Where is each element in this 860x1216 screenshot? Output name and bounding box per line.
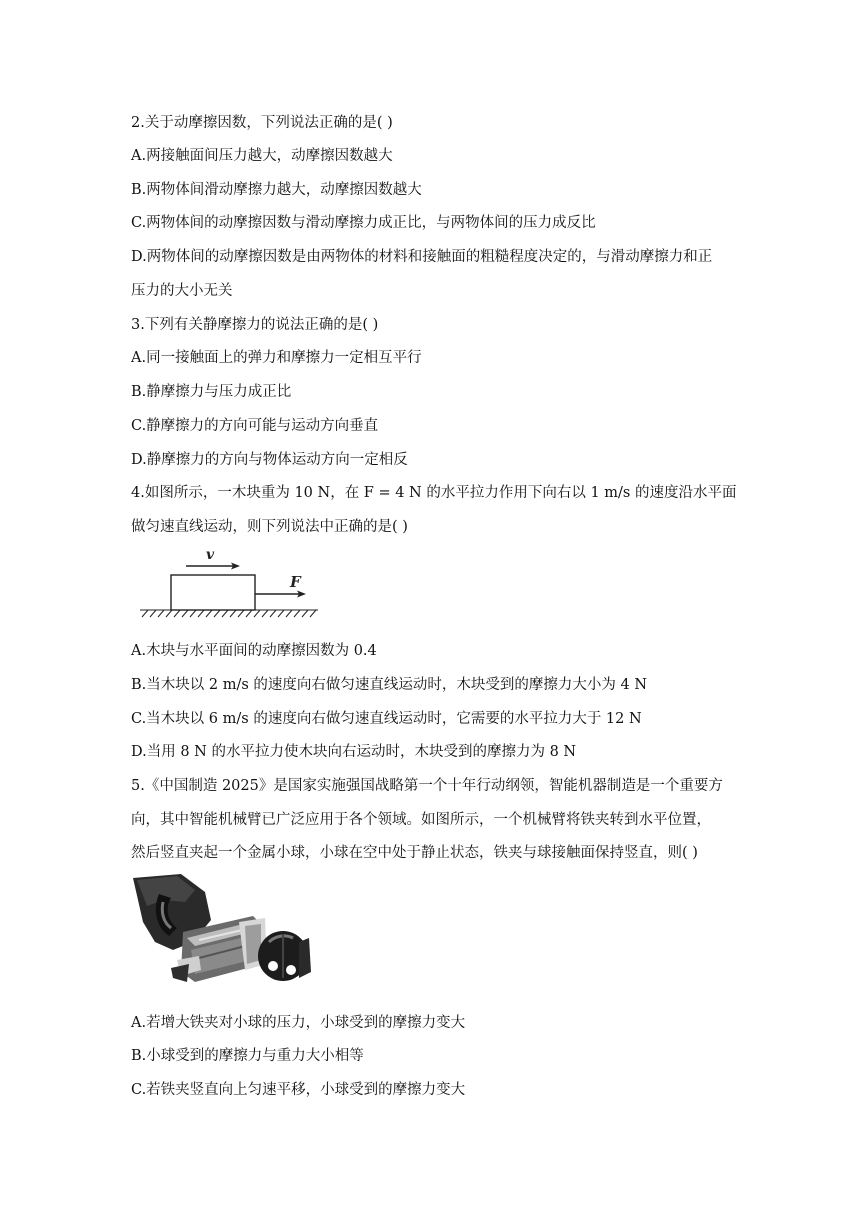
q3-option-d: D.静摩擦力的方向与物体运动方向一定相反 bbox=[131, 452, 408, 468]
force-label: F bbox=[290, 573, 301, 591]
q5-option-a: A.若增大铁夹对小球的压力，小球受到的摩擦力变大 bbox=[131, 1015, 466, 1031]
q2-option-d-line1: D.两物体间的动摩擦因数是由两物体的材料和接触面的粗糙程度决定的，与滑动摩擦力和正 bbox=[131, 249, 713, 265]
q5-stem-line3: 然后竖直夹起一个金属小球，小球在空中处于静止状态，铁夹与球接触面保持竖直，则( ) bbox=[131, 845, 698, 861]
q2-option-d-line2: 压力的大小无关 bbox=[131, 283, 233, 299]
robotic-arm-photo bbox=[133, 872, 313, 1002]
q2-option-a: A.两接触面间压力越大，动摩擦因数越大 bbox=[131, 148, 393, 164]
q3-option-b: B.静摩擦力与压力成正比 bbox=[131, 384, 292, 400]
q2-stem: 2.关于动摩擦因数，下列说法正确的是( ) bbox=[131, 115, 393, 131]
q3-stem: 3.下列有关静摩擦力的说法正确的是( ) bbox=[131, 317, 379, 333]
q5-option-b: B.小球受到的摩擦力与重力大小相等 bbox=[131, 1048, 364, 1064]
q2-option-c: C.两物体间的动摩擦因数与滑动摩擦力成正比，与两物体间的压力成反比 bbox=[131, 215, 596, 231]
q4-option-c: C.当木块以 6 m/s 的速度向右做匀速直线运动时，它需要的水平拉力大于 12 N bbox=[131, 711, 642, 727]
q4-option-a: A.木块与水平面间的动摩擦因数为 0.4 bbox=[131, 643, 377, 659]
force-arrow bbox=[255, 591, 306, 598]
q3-option-c: C.静摩擦力的方向可能与运动方向垂直 bbox=[131, 418, 379, 434]
wooden-block bbox=[171, 575, 255, 610]
q5-option-c: C.若铁夹竖直向上匀速平移，小球受到的摩擦力变大 bbox=[131, 1082, 466, 1098]
velocity-arrow bbox=[186, 563, 240, 570]
velocity-label: v bbox=[206, 547, 215, 563]
q2-option-b: B.两物体间滑动摩擦力越大，动摩擦因数越大 bbox=[131, 182, 422, 198]
q3-option-a: A.同一接触面上的弹力和摩擦力一定相互平行 bbox=[131, 350, 422, 366]
ground-hatching bbox=[140, 610, 318, 617]
q4-option-d: D.当用 8 N 的水平拉力使木块向右运动时，木块受到的摩擦力为 8 N bbox=[131, 744, 577, 760]
block-force-diagram bbox=[138, 545, 328, 620]
q4-option-b: B.当木块以 2 m/s 的速度向右做匀速直线运动时，木块受到的摩擦力大小为 4 N bbox=[131, 677, 648, 693]
q4-stem-line1: 4.如图所示，一木块重为 10 N，在 F = 4 N 的水平拉力作用下向右以 1 m/s 的速度沿水平面 bbox=[131, 485, 737, 501]
q5-stem-line2: 向，其中智能机械臂已广泛应用于各个领域。如图所示，一个机械臂将铁夹转到水平位置， bbox=[131, 812, 711, 828]
q4-stem-line2: 做匀速直线运动，则下列说法中正确的是( ) bbox=[131, 519, 408, 535]
q5-stem-line1: 5.《中国制造 2025》是国家实施强国战略第一个十年行动纲领，智能机器制造是一个重要方 bbox=[131, 778, 723, 794]
